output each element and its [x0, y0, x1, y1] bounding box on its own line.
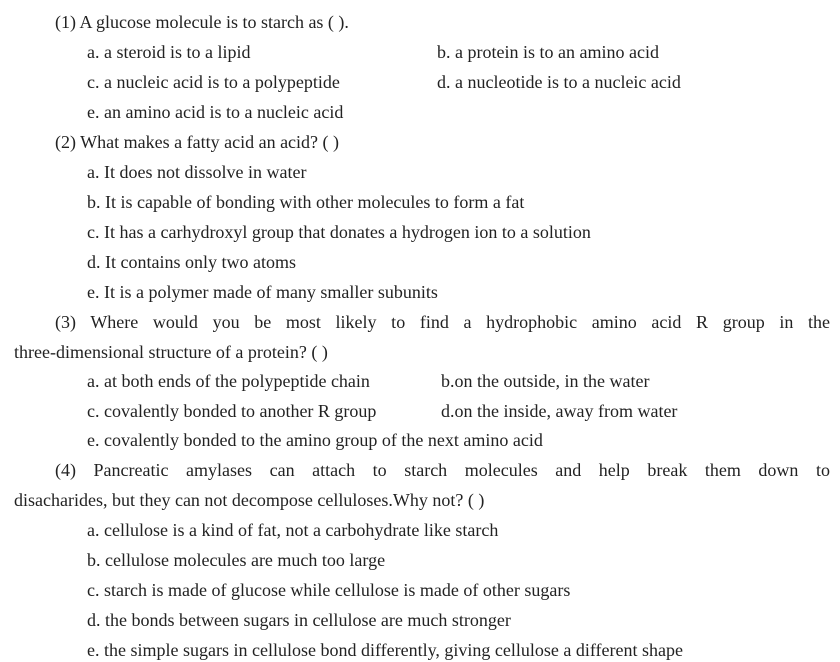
option-b: b. cellulose molecules are much too large [87, 550, 386, 570]
option-a: a. cellulose is a kind of fat, not a carbohydrate like starch [87, 520, 499, 540]
question-stem-line-2: disacharides, but they can not decompose celluloses.Why not? ( ) [14, 490, 485, 510]
option-c: c. a nucleic acid is to a polypeptide [87, 72, 340, 92]
question-stem-line-1: (4) Pancreatic amylases can attach to starch molecules and help break them down to [55, 460, 830, 480]
option-b: b.on the outside, in the water [441, 371, 650, 391]
question-stem: (1) A glucose molecule is to starch as ( ). [55, 12, 349, 32]
option-e: e. It is a polymer made of many smaller subunits [87, 282, 438, 302]
option-c: c. It has a carhydroxyl group that donates a hydrogen ion to a solution [87, 222, 591, 242]
option-c: c. starch is made of glucose while cellulose is made of other sugars [87, 580, 571, 600]
question-stem-line-2: three-dimensional structure of a protein? ( ) [14, 342, 328, 362]
option-b: b. It is capable of bonding with other molecules to form a fat [87, 192, 525, 212]
option-a: a. a steroid is to a lipid [87, 42, 251, 62]
option-c: c. covalently bonded to another R group [87, 401, 377, 421]
option-e: e. the simple sugars in cellulose bond differently, giving cellulose a different shape [87, 640, 684, 660]
option-d: d.on the inside, away from water [441, 401, 678, 421]
option-e: e. covalently bonded to the amino group of the next amino acid [87, 430, 543, 450]
option-a: a. It does not dissolve in water [87, 162, 307, 182]
option-a: a. at both ends of the polypeptide chain [87, 371, 370, 391]
option-b: b. a protein is to an amino acid [437, 42, 659, 62]
option-d: d. a nucleotide is to a nucleic acid [437, 72, 681, 92]
option-e: e. an amino acid is to a nucleic acid [87, 102, 344, 122]
option-d: d. the bonds between sugars in cellulose are much stronger [87, 610, 511, 630]
question-stem: (2) What makes a fatty acid an acid? ( ) [55, 132, 340, 152]
option-d: d. It contains only two atoms [87, 252, 296, 272]
question-stem-line-1: (3) Where would you be most likely to find a hydrophobic amino acid R group in the [55, 312, 830, 332]
